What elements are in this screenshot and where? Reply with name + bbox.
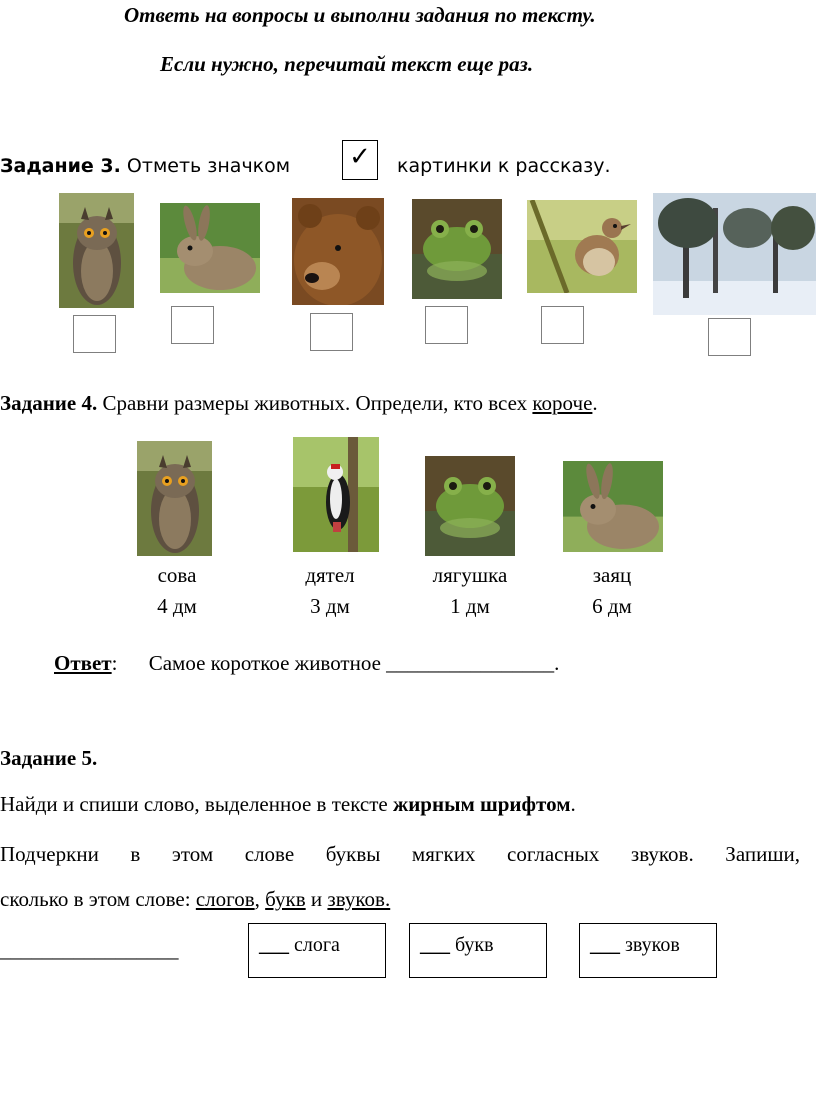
- word-sounds: звуков.: [327, 887, 391, 911]
- syllables-label: слога: [294, 934, 340, 956]
- task4-heading: [0, 391, 598, 416]
- comma: ,: [254, 887, 260, 911]
- owl-picture-2: [137, 441, 212, 556]
- bird-picture: [527, 200, 637, 293]
- check-sample-icon: [342, 140, 378, 180]
- task5-line-1: [0, 792, 576, 817]
- sounds-blank[interactable]: ___: [590, 934, 620, 956]
- hare-picture: [160, 203, 260, 293]
- sounds-box[interactable]: [579, 923, 717, 978]
- answer-label: Ответ: [54, 651, 112, 675]
- owl-picture: [59, 193, 134, 308]
- task5-line3-before: сколько в этом слове:: [0, 887, 196, 911]
- frog-picture-2: [425, 456, 515, 556]
- animal-size-owl: 4 дм: [157, 594, 197, 618]
- answer-colon: :: [111, 651, 118, 675]
- task3-text-after: картинки к рассказу.: [397, 155, 611, 177]
- answer-text[interactable]: Самое короткое животное ________________.: [148, 651, 560, 675]
- checkbox-winter-forest[interactable]: [708, 318, 751, 356]
- check-glyph: ✓: [349, 142, 371, 172]
- animal-name-owl: сова: [157, 563, 197, 587]
- task5-label: [0, 746, 97, 771]
- task3-heading: [0, 155, 290, 177]
- word-syllables: слогов: [195, 887, 255, 911]
- animal-size-frog: 1 дм: [450, 594, 490, 618]
- letters-blank[interactable]: ___: [420, 934, 450, 956]
- hare-picture-2: [563, 461, 663, 552]
- checkbox-frog[interactable]: [425, 306, 468, 344]
- letters-box[interactable]: [409, 923, 547, 978]
- checkbox-hare[interactable]: [171, 306, 214, 344]
- header-line-2: Если нужно, перечитай текст еще раз.: [160, 52, 534, 76]
- header-line-1: Ответь на вопросы и выполни задания по тексту.: [124, 3, 596, 27]
- checkbox-bird[interactable]: [541, 306, 584, 344]
- syllables-blank[interactable]: ___: [259, 934, 289, 956]
- task5-line1-before: Найди и спиши слово, выделенное в тексте: [0, 792, 393, 816]
- word-and: и: [305, 887, 328, 911]
- frog-picture: [412, 199, 502, 299]
- task4-text: Сравни размеры животных. Определи, кто всех: [102, 391, 533, 415]
- word-letters: букв: [265, 887, 306, 911]
- bear-picture: [292, 198, 384, 305]
- task4-answer: [54, 651, 559, 676]
- checkbox-owl[interactable]: [73, 315, 116, 353]
- letters-label: букв: [455, 934, 494, 956]
- animal-size-hare: 6 дм: [592, 594, 632, 618]
- animal-name-hare: заяц: [592, 563, 632, 587]
- task5-line1-bold: жирным шрифтом: [392, 792, 571, 816]
- animal-name-frog: лягушка: [432, 563, 508, 587]
- task5-line-3: [0, 887, 390, 912]
- write-word-line[interactable]: _________________: [0, 938, 179, 962]
- sounds-label: звуков: [625, 934, 680, 956]
- task5-line-2: Подчеркни в этом слове буквы мягких согласных звуков. Запиши,: [0, 842, 800, 866]
- task5-line1-end: .: [570, 792, 576, 816]
- task4-end: .: [592, 391, 598, 415]
- task4-label: Задание 4.: [0, 391, 98, 415]
- task3-text-before: Отметь значком: [126, 155, 291, 177]
- task3-label: Задание 3.: [0, 155, 121, 177]
- task4-keyword: короче: [532, 391, 593, 415]
- woodpecker-picture: [293, 437, 379, 552]
- winter-forest-picture: [653, 193, 816, 315]
- animal-name-woodpecker: дятел: [305, 563, 355, 587]
- task5-label-text: Задание 5.: [0, 746, 98, 770]
- syllables-box[interactable]: [248, 923, 386, 978]
- animal-size-woodpecker: 3 дм: [310, 594, 350, 618]
- checkbox-bear[interactable]: [310, 313, 353, 351]
